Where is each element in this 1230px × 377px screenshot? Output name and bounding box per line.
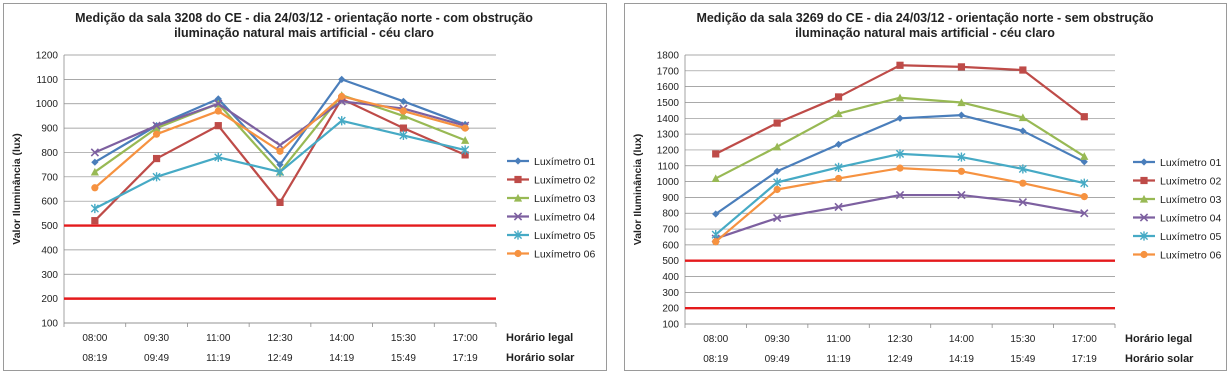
- chart-subtitle: iluminação natural mais artificial - céu claro: [795, 26, 1055, 40]
- x-tick-label: 08:00: [703, 334, 729, 345]
- y-tick-label: 500: [41, 221, 58, 233]
- x-tick-label: 17:00: [1071, 334, 1097, 345]
- y-axis-title: Valor Iluminância (lux): [632, 133, 644, 246]
- y-tick-label: 700: [41, 172, 58, 184]
- y-tick-label: 300: [662, 287, 679, 299]
- data-point: [835, 93, 842, 100]
- data-point: [153, 155, 160, 162]
- legend-item: [1133, 194, 1221, 206]
- legend-item: [507, 174, 595, 186]
- legend-label: Luxímetro 01: [534, 155, 596, 168]
- series-luxímetro-04: [712, 191, 1088, 242]
- x-tick-label: 14:00: [948, 334, 974, 345]
- chart-title: Medição da sala 3208 do CE - dia 24/03/12 - orientação norte - com obstrução: [75, 11, 533, 25]
- data-point: [276, 199, 283, 206]
- data-point: [712, 230, 719, 239]
- legend-label: Luxímetro 01: [1160, 156, 1222, 169]
- legend-label: Luxímetro 03: [534, 192, 596, 205]
- y-axis-title: Valor Iluminância (lux): [11, 133, 23, 245]
- x-tick-label-solar: 12:49: [887, 354, 913, 365]
- legend-marker: [514, 157, 521, 164]
- data-point: [215, 107, 222, 114]
- legend-marker: [1140, 177, 1147, 184]
- y-tick-label: 1400: [656, 113, 679, 125]
- data-point: [896, 62, 903, 69]
- illuminance-chart-left: [4, 4, 608, 372]
- data-point: [153, 131, 160, 138]
- chart-subtitle: iluminação natural mais artificial - céu claro: [174, 26, 434, 40]
- y-tick-label: 1000: [35, 99, 58, 111]
- series-line: [716, 195, 1085, 239]
- data-point: [1019, 127, 1026, 134]
- legend-label: Luxímetro 04: [1160, 212, 1222, 225]
- y-tick-label: 600: [41, 196, 58, 208]
- legend-item: [507, 156, 595, 168]
- data-point: [958, 168, 965, 175]
- y-tick-label: 600: [662, 240, 679, 252]
- x-tick-label-solar: 09:49: [144, 353, 170, 364]
- y-tick-label: 1100: [36, 74, 58, 86]
- legend-marker: [514, 250, 521, 257]
- y-tick-label: 500: [662, 256, 679, 268]
- row-label-solar: Horário solar: [1125, 353, 1194, 365]
- data-point: [712, 238, 719, 245]
- illuminance-chart-right: [625, 4, 1228, 372]
- y-tick-label: 1800: [656, 50, 679, 62]
- data-point: [774, 186, 781, 193]
- data-point: [896, 115, 903, 122]
- x-tick-label: 14:00: [329, 333, 355, 344]
- legend-label: Luxímetro 03: [1160, 193, 1222, 206]
- y-tick-label: 700: [662, 224, 679, 236]
- data-point: [1019, 180, 1026, 187]
- data-point: [400, 124, 407, 131]
- data-point: [276, 148, 283, 155]
- y-tick-label: 300: [41, 269, 58, 281]
- x-tick-label-solar: 08:19: [703, 354, 729, 365]
- x-tick-label: 11:00: [826, 334, 851, 345]
- y-tick-label: 800: [41, 147, 58, 159]
- x-tick-label: 15:30: [390, 333, 416, 344]
- legend-label: Luxímetro 05: [534, 229, 596, 242]
- data-point: [215, 122, 222, 129]
- row-label-solar: Horário solar: [506, 352, 575, 364]
- legend-item: [507, 230, 595, 242]
- y-tick-label: 1100: [657, 161, 679, 173]
- x-tick-label: 12:30: [887, 334, 913, 345]
- legend-marker: [514, 176, 521, 183]
- y-tick-label: 200: [41, 294, 58, 306]
- legend-item: [507, 211, 595, 223]
- x-tick-label-solar: 17:19: [1071, 354, 1097, 365]
- y-tick-label: 400: [662, 272, 679, 284]
- legend-item: [1133, 212, 1221, 224]
- y-tick-label: 1200: [656, 145, 679, 157]
- x-tick-label-solar: 12:49: [267, 353, 293, 364]
- x-tick-label: 09:30: [764, 334, 790, 345]
- y-tick-label: 1500: [656, 97, 679, 109]
- data-point: [1081, 193, 1088, 200]
- legend-label: Luxímetro 06: [534, 248, 596, 261]
- y-tick-label: 900: [41, 123, 58, 135]
- data-point: [774, 119, 781, 126]
- legend-marker: [1140, 251, 1147, 258]
- chart-title: Medição da sala 3269 do CE - dia 24/03/12 - orientação norte - sem obstrução: [696, 11, 1154, 25]
- chart-panel-left: [3, 3, 607, 371]
- data-point: [91, 204, 98, 213]
- y-tick-label: 400: [41, 245, 58, 257]
- data-point: [773, 143, 781, 151]
- x-tick-label-solar: 11:19: [206, 353, 231, 364]
- x-tick-label: 17:00: [452, 333, 478, 344]
- data-point: [1081, 113, 1088, 120]
- series-line: [716, 65, 1085, 154]
- y-tick-label: 1300: [656, 129, 679, 141]
- row-label-legal: Horário legal: [506, 332, 574, 344]
- data-point: [835, 141, 842, 148]
- y-tick-label: 1200: [35, 50, 58, 62]
- chart-panel-right: [624, 3, 1227, 371]
- data-point: [338, 93, 345, 100]
- series-luxímetro-02: [91, 95, 468, 224]
- y-tick-label: 800: [662, 208, 679, 220]
- series-luxímetro-04: [91, 98, 468, 156]
- data-point: [400, 107, 407, 114]
- y-tick-label: 1000: [656, 177, 679, 189]
- y-tick-label: 100: [41, 318, 58, 330]
- y-tick-label: 900: [662, 192, 679, 204]
- legend-marker: [1140, 158, 1147, 165]
- y-tick-label: 100: [662, 319, 679, 331]
- legend-label: Luxímetro 02: [1160, 175, 1222, 188]
- x-tick-label: 15:30: [1010, 334, 1036, 345]
- y-tick-label: 1600: [656, 82, 679, 94]
- legend-item: [1133, 175, 1221, 187]
- series-line: [95, 95, 465, 172]
- data-point: [1019, 66, 1026, 73]
- y-tick-label: 200: [662, 303, 679, 315]
- x-tick-label: 09:30: [144, 333, 170, 344]
- x-tick-label-solar: 09:49: [764, 354, 790, 365]
- legend-item: [507, 193, 595, 205]
- data-point: [91, 217, 98, 224]
- x-tick-label: 08:00: [82, 333, 108, 344]
- legend-label: Luxímetro 02: [534, 174, 596, 187]
- legend-label: Luxímetro 05: [1160, 230, 1222, 243]
- legend-item: [1133, 231, 1221, 243]
- data-point: [712, 150, 719, 157]
- legend-item: [1133, 249, 1221, 261]
- data-point: [958, 112, 965, 119]
- x-tick-label-solar: 15:49: [1010, 354, 1036, 365]
- data-point: [958, 63, 965, 70]
- x-tick-label: 12:30: [267, 333, 293, 344]
- legend-label: Luxímetro 04: [534, 211, 596, 224]
- x-tick-label-solar: 08:19: [82, 353, 108, 364]
- x-tick-label: 11:00: [206, 333, 231, 344]
- y-tick-label: 1700: [656, 66, 679, 78]
- data-point: [462, 124, 469, 131]
- data-point: [835, 175, 842, 182]
- series-line: [716, 168, 1085, 242]
- x-tick-label-solar: 14:19: [329, 353, 355, 364]
- data-point: [896, 165, 903, 172]
- series-luxímetro-02: [712, 62, 1088, 158]
- x-tick-label-solar: 11:19: [826, 354, 851, 365]
- row-label-legal: Horário legal: [1125, 333, 1193, 345]
- data-point: [91, 184, 98, 191]
- x-tick-label-solar: 15:49: [390, 353, 416, 364]
- legend-item: [507, 248, 595, 260]
- legend-label: Luxímetro 06: [1160, 249, 1222, 262]
- legend-item: [1133, 157, 1221, 169]
- x-tick-label-solar: 14:19: [948, 354, 974, 365]
- x-tick-label-solar: 17:19: [452, 353, 478, 364]
